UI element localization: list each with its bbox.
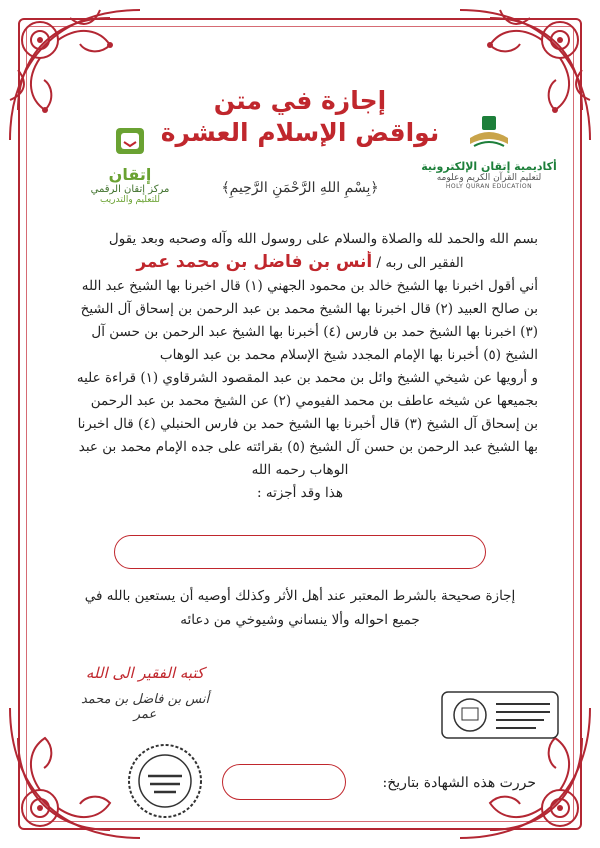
logo-right-english: HOLY QURAN EDUCATION (445, 183, 533, 190)
seal-stamp-icon (126, 742, 204, 820)
grantor-prefix: الفقير الى ربه / (372, 255, 464, 271)
chain-line: بن إسحاق آل الشيخ (٣) قال أخبرنا بها الشيخ حمد بن فارس الحنبلي (٤) قال اخبرنا (77, 416, 538, 432)
granted-to-label: هذا وقد أجزته : (257, 485, 343, 501)
basmala: ﴿بِسْمِ اللهِ الرَّحْمَنِ الرَّحِيمِ﴾ (221, 180, 379, 196)
grantor-name: أنس بن فاضل بن محمد عمر (136, 252, 373, 272)
chain-line: (٣) اخبرنا بها الشيخ حمد بن فارس (٤) أخبرنا بها الشيخ عبد الرحمن بن حسن آل (91, 324, 538, 340)
date-label: حررت هذه الشهادة بتاريخ: (382, 775, 536, 791)
recipient-name-field[interactable] (114, 535, 486, 569)
certificate-body (62, 228, 538, 505)
logo-right-name: أكاديمية إتقان الإلكترونية (421, 160, 557, 173)
quran-book-logo-icon (466, 112, 512, 152)
institution-stamp-icon (440, 690, 560, 740)
logo-right-subtitle: لتعليم القرآن الكريم وعلومه (436, 173, 542, 183)
body-opening-line: بسم الله والحمد لله والصلاة والسلام على روسول الله وآله وصحبه وبعد يقول (108, 231, 538, 247)
signature-title: كتبه الفقير الى الله (85, 664, 205, 682)
chain-line: بجميعها عن شيخه عاطف بن محمد الفيومي (٢) عن الشيخ محمد بن عبد الرحمن (90, 393, 538, 409)
grantor-line (62, 251, 538, 275)
signature-name: أنس بن فاضل بن محمد عمر (80, 692, 210, 722)
closing-advice (62, 584, 538, 632)
chain-line: بن صالح العبيد (٢) قال اخبرنا بها الشيخ محمد بن عبد الرحمن بن إسحاق آل الشيخ (80, 301, 538, 317)
book-logo-icon (110, 122, 150, 162)
logo-left-tagline: للتعليم والتدريب (99, 195, 161, 205)
logo-left-name: إتقان (108, 165, 152, 184)
certificate-subtitle: نواقض الإسلام العشرة (160, 118, 440, 147)
chain-line: أني أقول اخبرنا بها الشيخ خالد بن محمود الجهني (١) قال اخبرنا بها الشيخ عبد الله (81, 278, 538, 294)
chain-line: و أرويها عن شيخي الشيخ وائل بن محمد بن عبد المقصود الشرقاوي (١) قراءة عليه (76, 370, 538, 386)
chain-line: الوهاب رحمه الله (251, 462, 349, 478)
logo-left-subtitle: مركز إتقان الرقمي (90, 184, 170, 195)
chain-line: بها الشيخ عبد الرحمن بن حسن آل الشيخ (٥) بقرائته على جده الإمام محمد بن عبد (78, 439, 538, 455)
closing-line: إجازة صحيحة بالشرط المعتبر عند أهل الأثر وكذلك أوصيه أن يستعين بالله في (84, 588, 516, 604)
certificate-title: إجازة في متن (213, 86, 387, 115)
closing-line: جميع احواله وألا ينساني وشيوخي من دعائه (180, 612, 420, 628)
chain-line: الشيخ (٥) أخبرنا بها الإمام المجدد شيخ الإسلام محمد بن عبد الوهاب (159, 347, 538, 363)
date-field[interactable] (222, 764, 346, 800)
